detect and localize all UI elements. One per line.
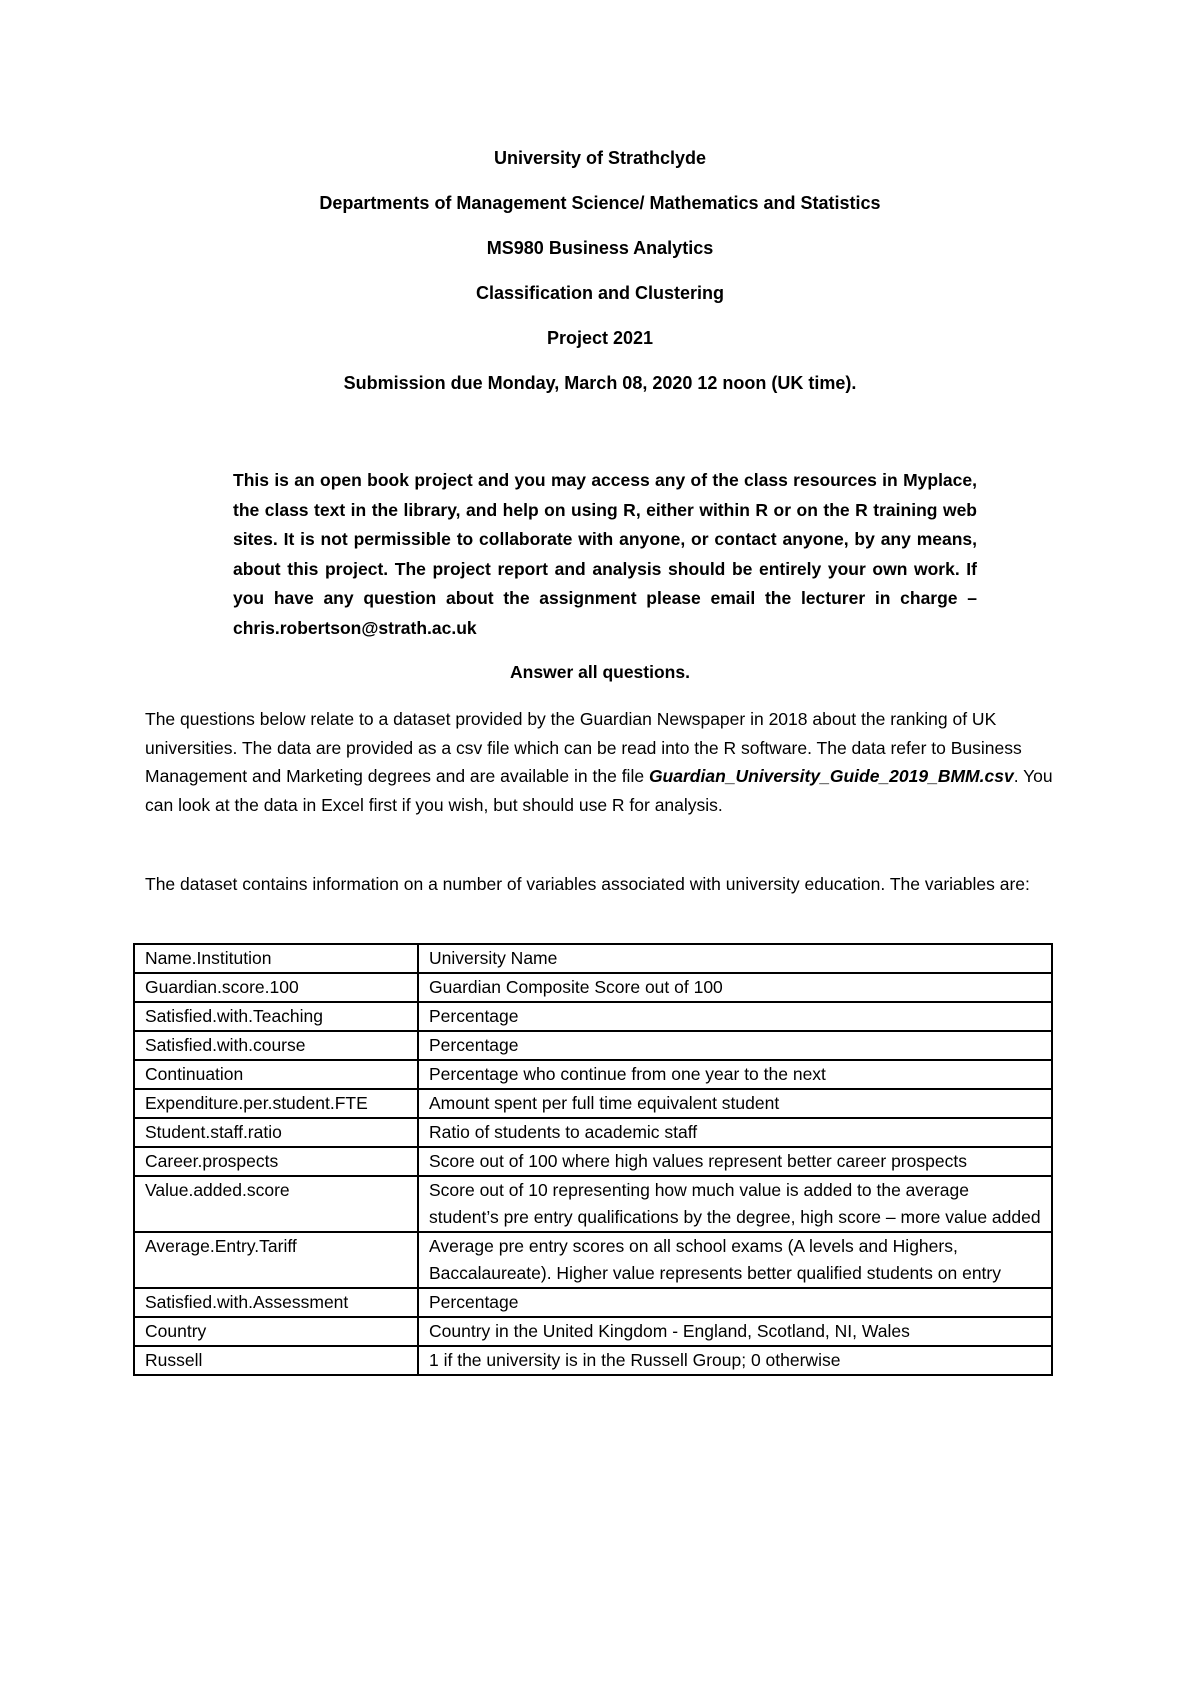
table-row — [134, 1031, 1052, 1060]
table-row — [134, 1002, 1052, 1031]
variable-description-cell: Amount spent per full time equivalent student — [418, 1089, 1052, 1118]
table-row — [134, 1060, 1052, 1089]
variable-name-cell: Satisfied.with.Teaching — [134, 1002, 418, 1031]
table-row — [134, 1346, 1052, 1375]
table-row — [134, 1232, 1052, 1288]
topic-title: Classification and Clustering — [475, 283, 725, 303]
departments: Departments of Management Science/ Mathematics and Statistics — [319, 193, 881, 213]
submission-deadline: Submission due Monday, March 08, 2020 12 noon (UK time). — [343, 373, 857, 393]
dataset-paragraph-start: The questions below relate to a dataset provided by the Guardian Newspaper in 2018 about the ranking of UK universities. The data are provided as a csv file which can be read into the R software. The data refer to Business Management and Marketing degrees and are available in the file — [145, 709, 1022, 786]
variable-description-cell: Ratio of students to academic staff — [418, 1118, 1052, 1147]
variable-name-cell: Student.staff.ratio — [134, 1118, 418, 1147]
dataset-filename: Guardian_University_Guide_2019_BMM.csv — [648, 766, 1014, 786]
table-row — [134, 1317, 1052, 1346]
variable-description-cell: Percentage — [418, 1031, 1052, 1060]
variable-description-cell: Score out of 10 representing how much value is added to the average student’s pre entry qualifications by the degree, high score – more value added — [418, 1176, 1052, 1232]
variable-description-cell: Percentage who continue from one year to the next — [418, 1060, 1052, 1089]
variable-description-cell: Score out of 100 where high values represent better career prospects — [418, 1147, 1052, 1176]
variables-paragraph: The dataset contains information on a number of variables associated with university education. The variables are: — [145, 874, 1030, 894]
variable-description-cell: Guardian Composite Score out of 100 — [418, 973, 1052, 1002]
variable-description-cell: Percentage — [418, 1002, 1052, 1031]
variable-name-cell: Value.added.score — [134, 1176, 418, 1232]
project-title: Project 2021 — [546, 328, 654, 348]
table-row — [134, 1147, 1052, 1176]
dataset-paragraph — [145, 705, 1065, 819]
variable-name-cell: Career.prospects — [134, 1147, 418, 1176]
variable-name-cell: Satisfied.with.Assessment — [134, 1288, 418, 1317]
variable-name-cell: Guardian.score.100 — [134, 973, 418, 1002]
variable-description-cell: Country in the United Kingdom - England, Scotland, NI, Wales — [418, 1317, 1052, 1346]
university-name: University of Strathclyde — [493, 148, 707, 168]
variable-description-cell: 1 if the university is in the Russell Group; 0 otherwise — [418, 1346, 1052, 1375]
variable-name-cell: Russell — [134, 1346, 418, 1375]
variable-name-cell: Average.Entry.Tariff — [134, 1232, 418, 1288]
variable-name-cell: Expenditure.per.student.FTE — [134, 1089, 418, 1118]
variables-table — [133, 943, 1053, 1376]
variable-description-cell: Average pre entry scores on all school exams (A levels and Highers, Baccalaureate). Higher value represents better qualified students on entry — [418, 1232, 1052, 1288]
table-row — [134, 1118, 1052, 1147]
table-row — [134, 1089, 1052, 1118]
variable-name-cell: Name.Institution — [134, 944, 418, 973]
intro-paragraph: This is an open book project and you may access any of the class resources in Myplace, the class text in the library, and help on using R, either within R or on the R training web sites. It is not permissible to collaborate with anyone, or contact anyone, by any means, about this project. The project report and analysis should be entirely your own work. If you have any question about the assignment please email the lecturer in charge – chris.robertson@strath.ac.uk — [233, 470, 977, 638]
course-title: MS980 Business Analytics — [486, 238, 714, 258]
variable-name-cell: Continuation — [134, 1060, 418, 1089]
variable-name-cell: Satisfied.with.course — [134, 1031, 418, 1060]
variable-description-cell: University Name — [418, 944, 1052, 973]
table-row — [134, 944, 1052, 973]
table-row — [134, 1176, 1052, 1232]
answer-all-instruction: Answer all questions. — [510, 662, 690, 682]
variables-table-body — [134, 944, 1052, 1375]
document-header — [0, 147, 1200, 417]
table-row — [134, 973, 1052, 1002]
variable-description-cell: Percentage — [418, 1288, 1052, 1317]
dataset-paragraph-end: . You can look at the data in Excel first if you wish, but should use R for analysis. — [145, 766, 1053, 815]
table-row — [134, 1288, 1052, 1317]
variable-name-cell: Country — [134, 1317, 418, 1346]
